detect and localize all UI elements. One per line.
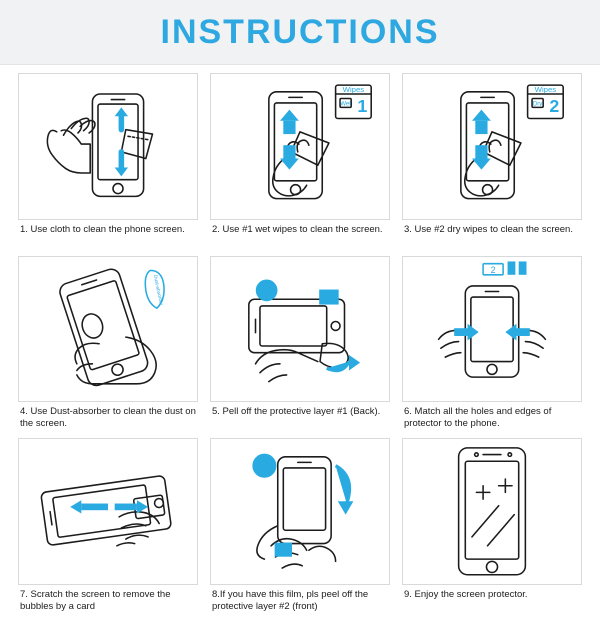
wipes-type-label: Wet bbox=[340, 100, 351, 108]
step-cell-1 bbox=[18, 73, 198, 252]
step-cell-9 bbox=[402, 438, 582, 617]
step-illustration-4 bbox=[18, 256, 198, 403]
step-cell-4 bbox=[18, 256, 198, 435]
step-illustration-8 bbox=[210, 438, 390, 585]
step-illustration-7 bbox=[18, 438, 198, 585]
scratch-screen-with-card-icon bbox=[19, 439, 197, 584]
step-cell-5 bbox=[210, 256, 390, 435]
peel-protective-layer-front-icon bbox=[211, 439, 389, 584]
step-illustration-5 bbox=[210, 256, 390, 403]
wipes-packet-label: Wipes bbox=[342, 84, 365, 94]
step-cell-7 bbox=[18, 438, 198, 617]
step-cell-3 bbox=[402, 73, 582, 252]
step-cell-2 bbox=[210, 73, 390, 252]
steps-grid bbox=[0, 65, 600, 612]
step-illustration-2 bbox=[210, 73, 390, 220]
step-caption-5: 5. Pell off the protective layer #1 (Back). bbox=[212, 406, 381, 418]
layer-2-badge: 2 bbox=[326, 293, 332, 305]
layer-2-circle-badge: 2 bbox=[260, 458, 269, 474]
wipes-number-label: 2 bbox=[549, 95, 560, 116]
step-caption-3: 3. Use #2 dry wipes to clean the screen. bbox=[404, 223, 573, 235]
wipes-packet-label: Wipes bbox=[534, 84, 557, 94]
step-illustration-6 bbox=[402, 256, 582, 403]
step-cell-6 bbox=[402, 256, 582, 435]
page-title: INSTRUCTIONS bbox=[160, 12, 440, 51]
dust-absorber-label: Dust-absorber bbox=[151, 274, 164, 306]
step-caption-1: 1. Use cloth to clean the phone screen. bbox=[20, 223, 185, 235]
wipes-type-label: Dry bbox=[532, 100, 543, 108]
phone-with-dust-absorber-icon bbox=[19, 257, 197, 402]
layer-2-badge: 2 bbox=[490, 264, 496, 275]
step-illustration-9 bbox=[402, 438, 582, 585]
wipes-number-label: 1 bbox=[357, 95, 368, 116]
finished-phone-icon bbox=[403, 439, 581, 584]
step-cell-8 bbox=[210, 438, 390, 617]
step-caption-6: 6. Match all the holes and edges of protector to the phone. bbox=[404, 406, 552, 430]
hand-holding-phone-with-cloth-icon bbox=[19, 74, 197, 219]
step-illustration-3 bbox=[402, 73, 582, 220]
layer-1-badge: 1 bbox=[263, 283, 271, 298]
page-header bbox=[0, 0, 600, 65]
align-protector-to-phone-icon bbox=[403, 257, 581, 402]
phone-with-dry-wipe-icon bbox=[403, 74, 581, 219]
step-caption-4: 4. Use Dust-absorber to clean the dust on the screen. bbox=[20, 406, 196, 430]
peel-protective-layer-back-icon bbox=[211, 257, 389, 402]
layer-2-tab-badge: 2 bbox=[280, 545, 286, 556]
step-illustration-1 bbox=[18, 73, 198, 220]
phone-with-wet-wipe-icon bbox=[211, 74, 389, 219]
step-caption-2: 2. Use #1 wet wipes to clean the screen. bbox=[212, 223, 383, 235]
step-caption-8: 8.If you have this film, pls peel off the protective layer #2 (front) bbox=[212, 588, 369, 612]
step-caption-7: 7. Scratch the screen to remove the bubbles by a card bbox=[20, 588, 171, 612]
step-caption-9: 9. Enjoy the screen protector. bbox=[404, 588, 528, 600]
